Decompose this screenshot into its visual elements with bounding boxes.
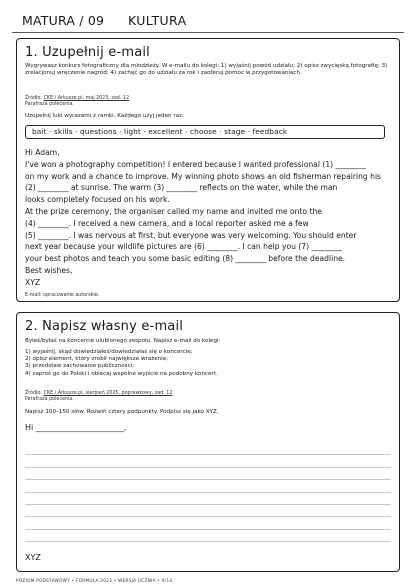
task1-instruction: Wygrywasz konkurs fotograficzny dla młodzieży. W e-mailu do kolegi: 1) wyjaśnij powód udziału; 2) opisz zwycięską fotografię; 3) zrelacjonuj wręczenie nagród; 4) zachęć go do udziału za rok i zaoferuj pomoc w przygotowaniach. xyxy=(25,63,388,77)
letter-line: Hi Adam, xyxy=(25,148,60,157)
letter-line: (5) ________. I was nervous at first, but everyone was very welcoming. You should enter xyxy=(25,230,357,240)
list-item: 2) opisz element, który zrobił największe wrażenie; xyxy=(25,356,169,363)
writing-line xyxy=(25,468,391,480)
signature: XYZ xyxy=(25,553,41,562)
task2-instruction: Byłeś/byłaś na koncercie ulubionego zespołu. Napisz e-mail do kolegi: xyxy=(25,338,221,344)
letter-line: (4) ________. I received a new camera, and a local reporter asked me a few xyxy=(25,218,309,228)
task1-source-prefix: Źródło: xyxy=(25,96,43,101)
letter-line: At the prize ceremony, the organiser called my name and invited me onto the xyxy=(25,206,322,216)
letter-line: looks completely focused on his work. xyxy=(25,195,170,205)
greeting-line: Hi ______________________, xyxy=(25,423,127,432)
page-footer: POZIOM PODSTAWOWY • FORMUŁA 2023 • WERSJA UCZNIA • 9/14 xyxy=(16,578,173,583)
task1-fill-instruction: Uzupełnij luki wyrazami z ramki. Każdego użyj jeden raz. xyxy=(25,113,184,119)
writing-line xyxy=(25,493,391,505)
letter-line: on my work and a chance to improve. My winning photo shows an old fisherman repairing his xyxy=(25,171,382,181)
task1-source-link[interactable]: CKE / Arkusze.pl, maj 2023, zad. 12 xyxy=(43,96,129,101)
email-note: E-mail: opracowanie autorskie. xyxy=(25,293,100,298)
task2-points xyxy=(25,349,218,378)
task2-word-limit: Napisz 100–150 słów. Rozwiń cztery podpunkty. Podpisz się jako XYZ. xyxy=(25,409,219,415)
writing-line xyxy=(25,443,391,455)
task1-box xyxy=(16,38,400,302)
task1-source-note: Parafraza polecenia. xyxy=(25,102,74,107)
letter-line: XYZ xyxy=(25,277,41,287)
task2-source-link[interactable]: CKE / Arkusze.pl, sierpień 2025, poprawkowy, zad. 12 xyxy=(43,391,173,396)
letter-line: (2) ________ at sunrise. The warm (3) ________ reflects on the water, while the man xyxy=(25,183,338,193)
writing-line xyxy=(25,517,391,529)
email-letter xyxy=(25,147,395,289)
letter-line: Best wishes, xyxy=(25,265,73,275)
page-header-section: KULTURA xyxy=(128,13,187,28)
letter-line: your best photos and teach you some basic editing (8) ________ before the deadline. xyxy=(25,254,346,264)
task1-title: 1. Uzupełnij e-mail xyxy=(25,45,150,60)
letter-line: next year because your wildlife pictures are (6) ________. I can help you (7) ________ xyxy=(25,242,342,252)
writing-line xyxy=(25,530,391,542)
writing-area[interactable] xyxy=(25,443,391,542)
list-item: 4) zaproś go do Polski i obiecaj wspólne wyjście na podobny koncert. xyxy=(25,370,218,377)
task2-title: 2. Napisz własny e-mail xyxy=(25,319,184,334)
list-item: 1) wyjaśnij, skąd dowiedziałeś/dowiedziałaś się o koncercie; xyxy=(25,349,193,355)
header-divider xyxy=(12,32,404,33)
writing-line xyxy=(25,480,391,492)
task2-box xyxy=(16,312,400,572)
letter-line: I've won a photography competition! I entered because I wanted professional (1) ________ xyxy=(25,159,366,169)
writing-line xyxy=(25,455,391,467)
task2-source-prefix: Źródło: xyxy=(25,391,43,396)
writing-line xyxy=(25,505,391,517)
list-item: 3) przedstaw zachowanie publiczności; xyxy=(25,363,135,370)
task2-source-note: Parafraza polecenia. xyxy=(25,397,74,402)
page-header-title: MATURA / 09 xyxy=(22,13,105,28)
word-bank: bait · skills · questions · light · excellent · choose · stage · feedback xyxy=(25,125,385,139)
